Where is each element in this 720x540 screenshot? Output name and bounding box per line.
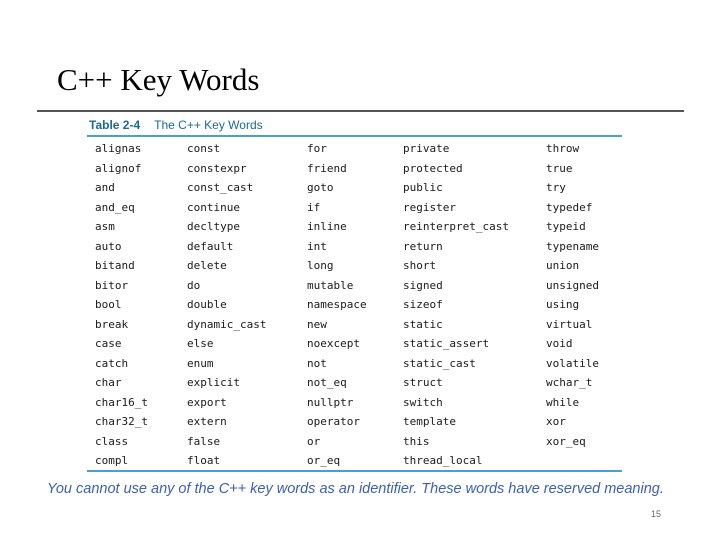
- table-row: [87, 178, 622, 198]
- keyword-cell: signed: [403, 278, 443, 292]
- keyword-cell: operator: [307, 415, 360, 429]
- table-row: [87, 256, 622, 276]
- keyword-cell: typename: [546, 239, 599, 253]
- keyword-cell: extern: [187, 415, 227, 429]
- keyword-cell: thread_local: [403, 454, 483, 468]
- keyword-cell: sizeof: [403, 298, 443, 312]
- keyword-cell: long: [307, 259, 334, 273]
- keyword-cell: protected: [403, 161, 463, 175]
- footnote-text: You cannot use any of the C++ key words as an identifier. These words have reserved meaning.: [47, 481, 664, 497]
- keyword-cell: namespace: [307, 298, 367, 312]
- table-row: [87, 217, 622, 237]
- keyword-cell: typeid: [546, 220, 586, 234]
- keyword-cell: char: [95, 376, 122, 390]
- keyword-cell: xor: [546, 415, 566, 429]
- keyword-cell: else: [187, 337, 214, 351]
- keyword-cell: if: [307, 200, 321, 214]
- keyword-cell: decltype: [187, 220, 240, 234]
- table-row: [87, 237, 622, 257]
- table-row: [87, 334, 622, 354]
- keyword-cell: explicit: [187, 376, 240, 390]
- table-row: [87, 139, 622, 159]
- keyword-cell: break: [95, 317, 129, 331]
- keyword-cell: friend: [307, 161, 347, 175]
- keyword-cell: static_assert: [403, 337, 490, 351]
- keyword-cell: delete: [187, 259, 227, 273]
- keyword-cell: reinterpret_cast: [403, 220, 509, 234]
- table-top-rule: [87, 135, 622, 137]
- table-caption: [89, 118, 263, 132]
- keyword-cell: union: [546, 259, 580, 273]
- keyword-cell: double: [187, 298, 227, 312]
- keyword-cell: float: [187, 454, 221, 468]
- keyword-cell: false: [187, 434, 221, 448]
- table-row: [87, 295, 622, 315]
- keyword-cell: true: [546, 161, 573, 175]
- keyword-cell: private: [403, 142, 450, 156]
- keywords-table-body: [87, 139, 622, 471]
- table-row: [87, 393, 622, 413]
- keyword-cell: void: [546, 337, 573, 351]
- table-row: [87, 412, 622, 432]
- keyword-cell: bool: [95, 298, 122, 312]
- title-divider: [37, 110, 684, 112]
- keyword-cell: and_eq: [95, 200, 135, 214]
- table-row: [87, 159, 622, 179]
- keyword-cell: using: [546, 298, 580, 312]
- table-bottom-rule: [87, 470, 622, 472]
- table-row: [87, 315, 622, 335]
- keyword-cell: virtual: [546, 317, 593, 331]
- keyword-cell: [538, 451, 622, 471]
- table-row: [87, 373, 622, 393]
- keyword-cell: bitand: [95, 259, 135, 273]
- keyword-cell: enum: [187, 356, 214, 370]
- keyword-cell: new: [307, 317, 327, 331]
- table-row: [87, 432, 622, 452]
- keyword-cell: case: [95, 337, 122, 351]
- keyword-cell: or: [307, 434, 321, 448]
- keyword-cell: class: [95, 434, 129, 448]
- table-row: [87, 451, 622, 471]
- keyword-cell: try: [546, 181, 566, 195]
- keyword-cell: template: [403, 415, 456, 429]
- keyword-cell: for: [307, 142, 327, 156]
- table-caption-number: Table 2-4: [89, 118, 141, 132]
- keyword-cell: char16_t: [95, 395, 148, 409]
- keyword-cell: catch: [95, 356, 129, 370]
- keyword-cell: const: [187, 142, 221, 156]
- keyword-cell: bitor: [95, 278, 129, 292]
- keyword-cell: auto: [95, 239, 122, 253]
- keyword-cell: export: [187, 395, 227, 409]
- keyword-cell: char32_t: [95, 415, 148, 429]
- keyword-cell: static: [403, 317, 443, 331]
- keyword-cell: return: [403, 239, 443, 253]
- table-row: [87, 198, 622, 218]
- keyword-cell: noexcept: [307, 337, 360, 351]
- keyword-cell: nullptr: [307, 395, 354, 409]
- table-caption-title: The C++ Key Words: [154, 118, 263, 132]
- keyword-cell: typedef: [546, 200, 593, 214]
- keyword-cell: static_cast: [403, 356, 476, 370]
- keyword-cell: wchar_t: [546, 376, 593, 390]
- keyword-cell: asm: [95, 220, 115, 234]
- keyword-cell: switch: [403, 395, 443, 409]
- keyword-cell: int: [307, 239, 327, 253]
- keyword-cell: alignas: [95, 142, 142, 156]
- keyword-cell: register: [403, 200, 456, 214]
- keyword-cell: volatile: [546, 356, 599, 370]
- keyword-cell: public: [403, 181, 443, 195]
- keyword-cell: not_eq: [307, 376, 347, 390]
- keyword-cell: dynamic_cast: [187, 317, 267, 331]
- keyword-cell: struct: [403, 376, 443, 390]
- keyword-cell: this: [403, 434, 430, 448]
- keyword-cell: and: [95, 181, 115, 195]
- table-row: [87, 354, 622, 374]
- keyword-cell: short: [403, 259, 437, 273]
- keywords-table: [87, 139, 622, 471]
- keyword-cell: compl: [95, 454, 129, 468]
- keyword-cell: while: [546, 395, 580, 409]
- keyword-cell: alignof: [95, 161, 142, 175]
- keyword-cell: constexpr: [187, 161, 247, 175]
- keyword-cell: xor_eq: [546, 434, 586, 448]
- slide-title: C++ Key Words: [57, 62, 260, 97]
- keyword-cell: throw: [546, 142, 580, 156]
- keyword-cell: default: [187, 239, 234, 253]
- keyword-cell: unsigned: [546, 278, 599, 292]
- table-row: [87, 276, 622, 296]
- keyword-cell: inline: [307, 220, 347, 234]
- keyword-cell: do: [187, 278, 201, 292]
- keyword-cell: const_cast: [187, 181, 254, 195]
- page-number: 15: [651, 509, 662, 519]
- keyword-cell: not: [307, 356, 327, 370]
- keyword-cell: goto: [307, 181, 334, 195]
- keyword-cell: continue: [187, 200, 240, 214]
- keyword-cell: mutable: [307, 278, 354, 292]
- keyword-cell: or_eq: [307, 454, 341, 468]
